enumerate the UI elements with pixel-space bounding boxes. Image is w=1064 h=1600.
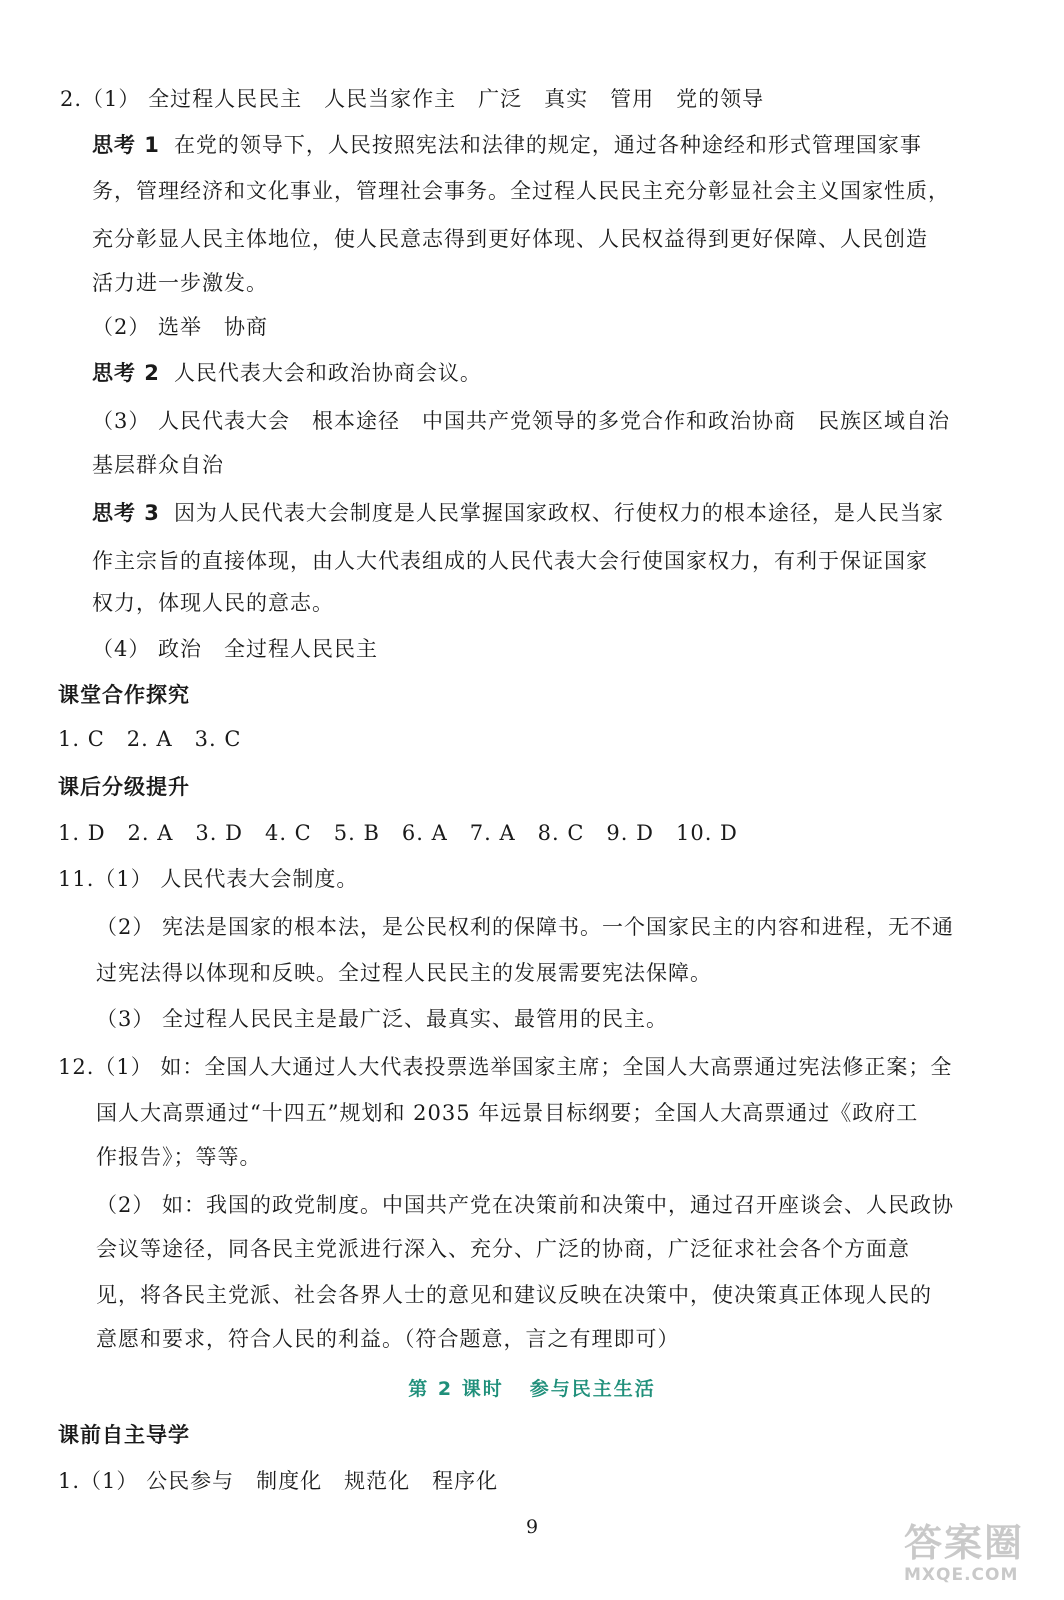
- answer-line: 过宪法得以体现和反映。全过程人民民主的发展需要宪法保障。: [96, 961, 712, 985]
- answer-line: 作报告》；等等。: [96, 1145, 262, 1169]
- answer-line: 意愿和要求，符合人民的利益。（符合题意，言之有理即可）: [96, 1327, 680, 1351]
- section-heading: 课前自主导学: [58, 1423, 190, 1447]
- answer-line: （2） 如：我国的政党制度。中国共产党在决策前和决策中，通过召开座谈会、人民政协: [96, 1193, 955, 1217]
- answer-line: 1. D 2. A 3. D 4. C 5. B 6. A 7. A 8. C 9. D 10. D: [58, 821, 738, 845]
- answer-line: 11.（1） 人民代表大会制度。: [58, 867, 359, 891]
- think-label: 思考 2: [92, 361, 160, 385]
- think-paragraph: 思考 2 人民代表大会和政治协商会议。: [92, 361, 482, 385]
- section-heading: 课后分级提升: [58, 775, 190, 799]
- answer-line: （3） 全过程人民民主是最广泛、最真实、最管用的民主。: [96, 1007, 669, 1031]
- answer-line: 务，管理经济和文化事业，管理社会事务。全过程人民民主充分彰显社会主义国家性质，: [92, 179, 950, 203]
- answer-line: 充分彰显人民主体地位，使人民意志得到更好体现、人民权益得到更好保障、人民创造: [92, 227, 928, 251]
- lesson-title: 参与民主生活: [529, 1378, 656, 1400]
- answer-line: 见，将各民主党派、社会各界人士的意见和建议反映在决策中，使决策真正体现人民的: [96, 1283, 932, 1307]
- answer-line: 作主宗旨的直接体现，由人大代表组成的人民代表大会行使国家权力，有利于保证国家: [92, 549, 928, 573]
- lesson-heading: [0, 1374, 1064, 1401]
- answer-line: （2） 宪法是国家的根本法，是公民权利的保障书。一个国家民主的内容和进程，无不通: [96, 915, 955, 939]
- think-label: 思考 1: [92, 133, 160, 157]
- answer-line: （3） 人民代表大会 根本途径 中国共产党领导的多党合作和政治协商 民族区域自治: [92, 409, 951, 433]
- answer-line: 1. C 2. A 3. C: [58, 727, 242, 751]
- answer-line: 12.（1） 如：全国人大通过人大代表投票选举国家主席；全国人大高票通过宪法修正案；全: [58, 1055, 953, 1079]
- answer-line: 基层群众自治: [92, 453, 224, 477]
- answer-line: 活力进一步激发。: [92, 271, 268, 295]
- section-heading: 课堂合作探究: [58, 683, 190, 707]
- watermark-logo: 答案圈 MXQE.COM: [904, 1521, 1025, 1585]
- answer-line: 2.（1） 全过程人民民主 人民当家作主 广泛 真实 管用 党的领导: [60, 87, 765, 111]
- page-number: 9: [525, 1516, 539, 1538]
- lesson-number: 第 2 课时: [408, 1378, 504, 1400]
- answer-line: 1.（1） 公民参与 制度化 规范化 程序化: [58, 1469, 499, 1493]
- answer-line: （4） 政治 全过程人民民主: [92, 637, 379, 661]
- think-paragraph: 思考 1 在党的领导下，人民按照宪法和法律的规定，通过各种途经和形式管理国家事: [92, 133, 922, 157]
- answer-line: 会议等途径，同各民主党派进行深入、充分、广泛的协商，广泛征求社会各个方面意: [96, 1237, 910, 1261]
- think-label: 思考 3: [92, 501, 160, 525]
- answer-line: 国人大高票通过“十四五”规划和 2035 年远景目标纲要；全国人大高票通过《政府工: [96, 1101, 919, 1125]
- answer-line: （2） 选举 协商: [92, 315, 269, 339]
- think-paragraph: 思考 3 因为人民代表大会制度是人民掌握国家政权、行使权力的根本途径，是人民当家: [92, 501, 944, 525]
- answer-line: 权力，体现人民的意志。: [92, 591, 334, 615]
